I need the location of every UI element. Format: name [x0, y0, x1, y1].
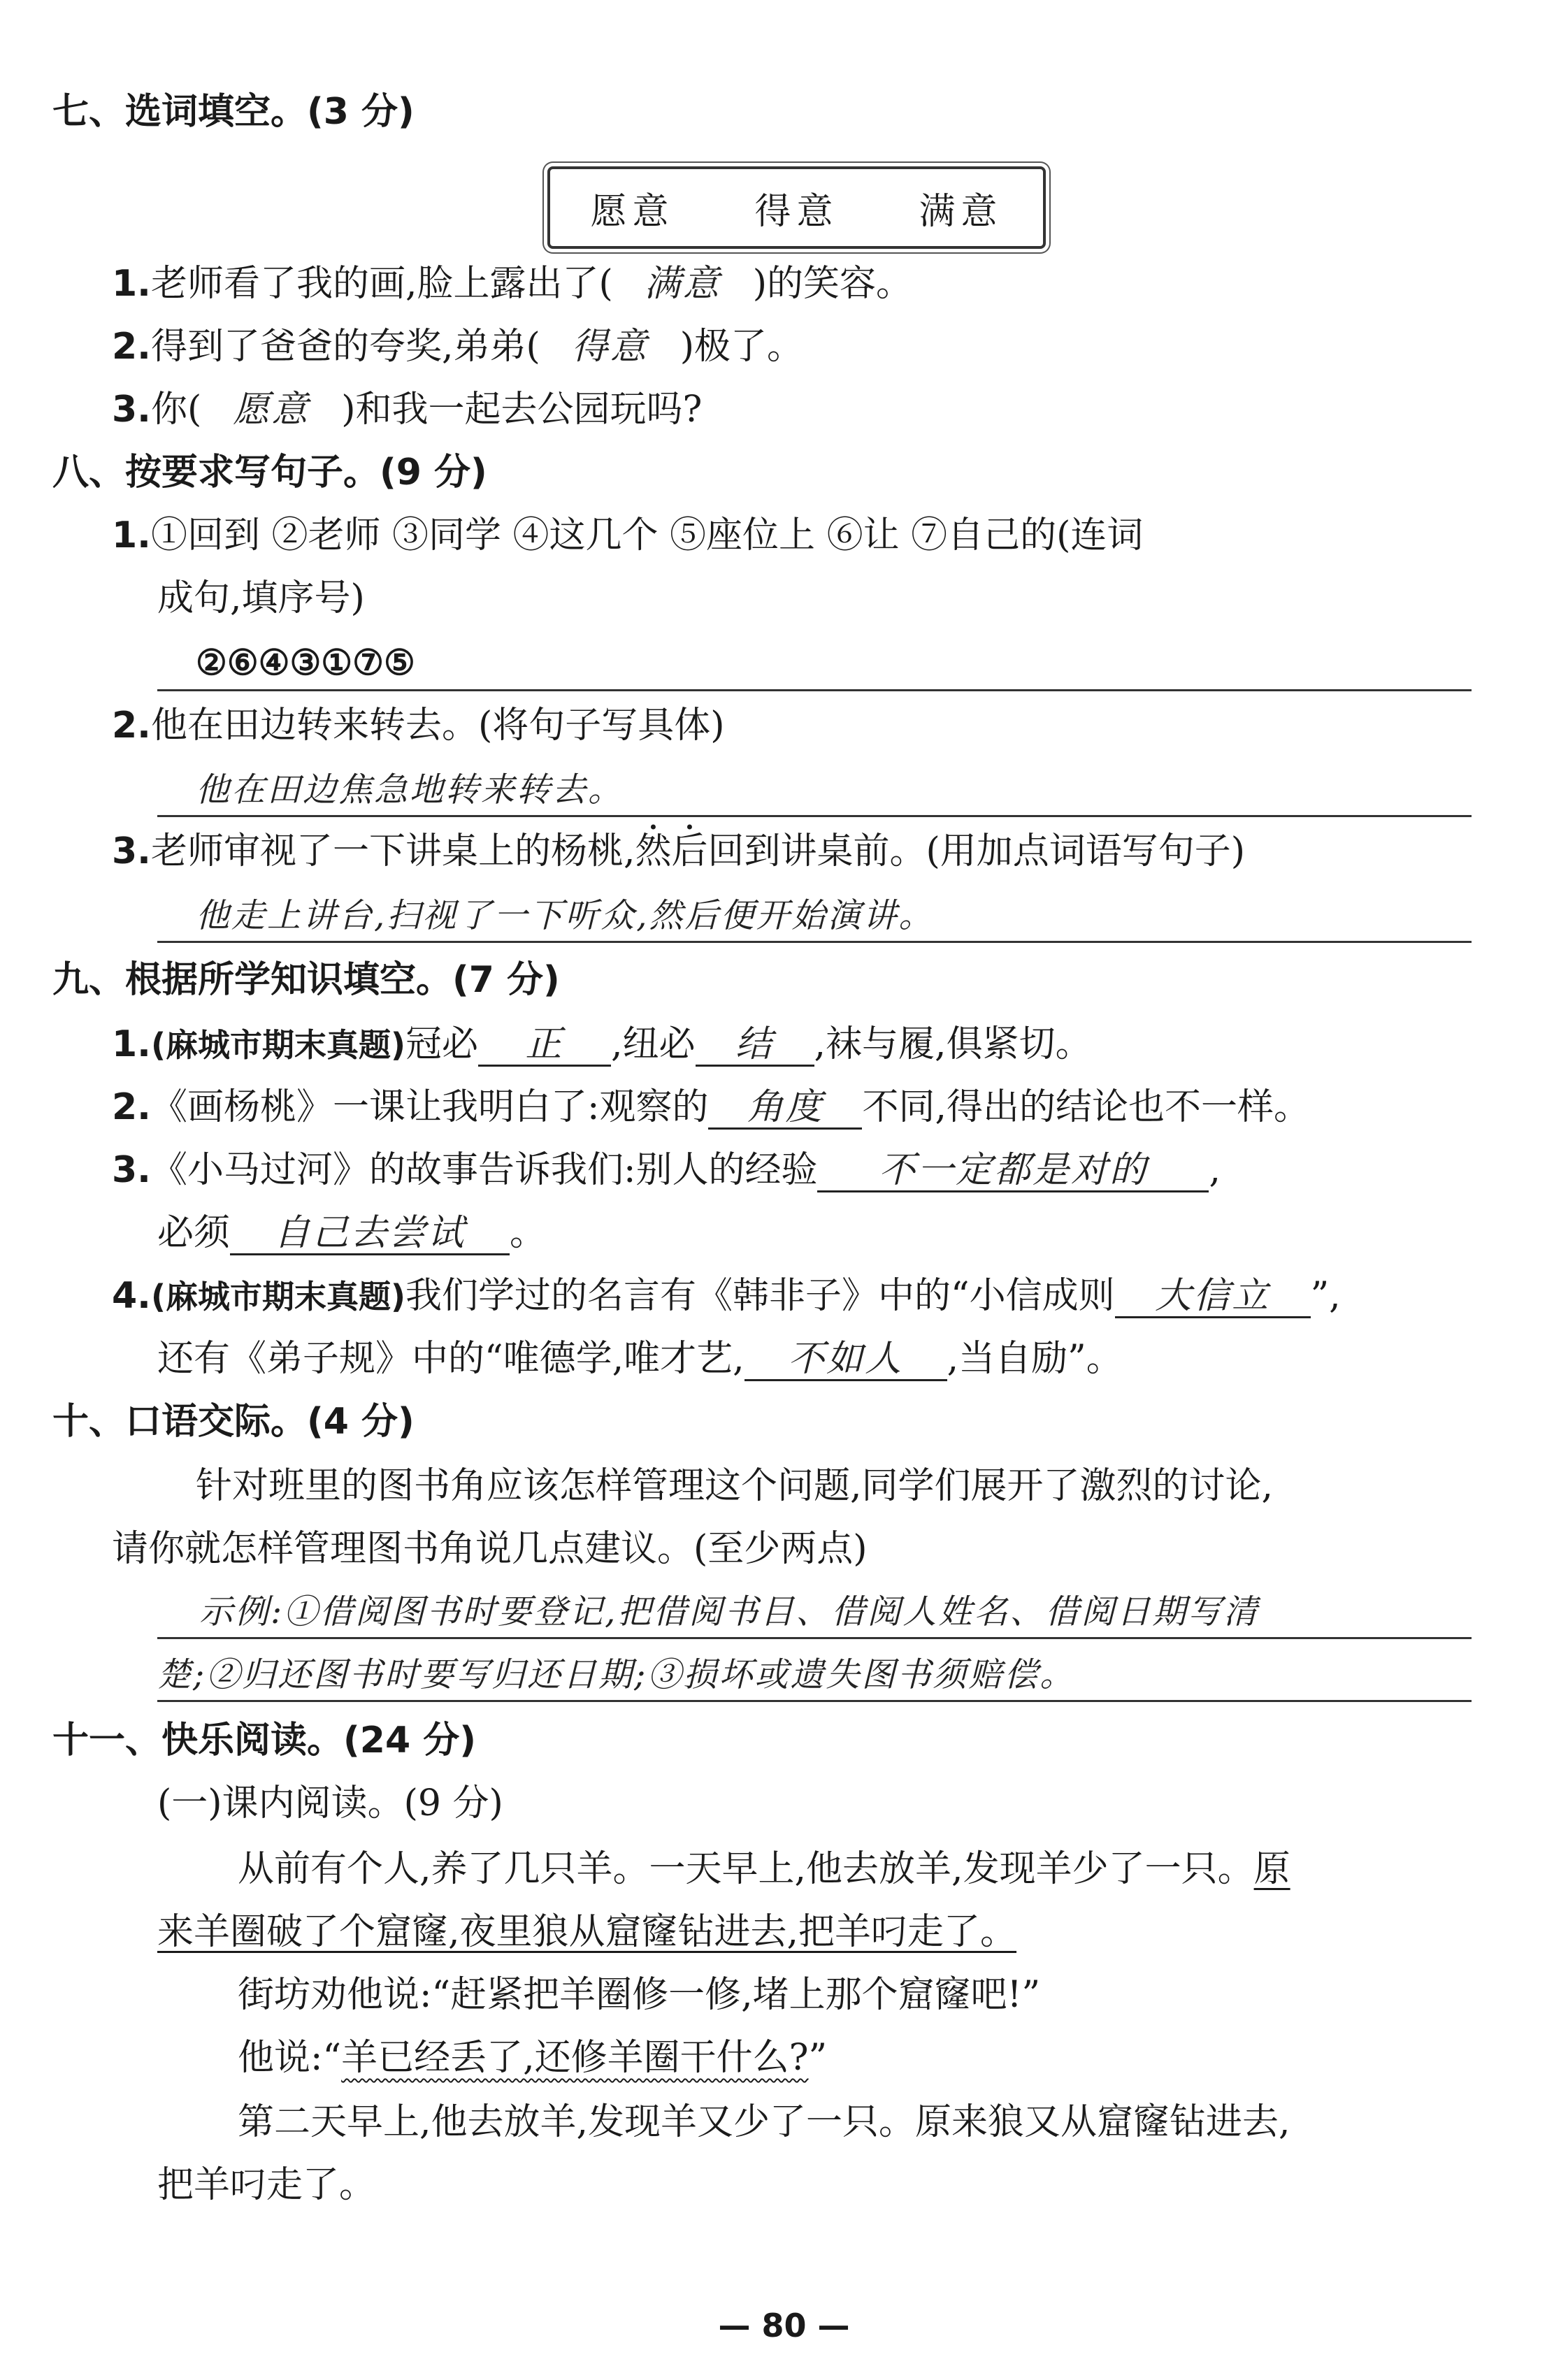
word-choice-box: [547, 166, 1046, 249]
question-9-3-cont: 必须 自己去尝试 。: [157, 1212, 547, 1254]
answer-10-line1: 示例:①借阅图书时要登记,把借阅书目、借阅人姓名、借阅日期写清: [199, 1592, 1260, 1631]
wavy-underlined-text: 羊已经丢了,还修羊圈干什么?: [341, 2037, 809, 2079]
page-number: — 80 —: [718, 2307, 850, 2344]
paragraph: 针对班里的图书角应该怎样管理这个问题,同学们展开了激烈的讨论,: [196, 1465, 1274, 1507]
word-option: 愿意: [590, 190, 675, 233]
answer-line: [157, 1637, 1472, 1639]
reading-paragraph-cont: 把羊叼走了。: [157, 2164, 376, 2206]
section-10-title: 十、口语交际。(4 分): [52, 1401, 415, 1443]
answer-8-3: 他走上讲台,扫视了一下听众,然后便开始演讲。: [196, 896, 935, 935]
question-7-3: 3.你( 愿意 )和我一起去公园玩吗?: [112, 389, 703, 431]
answer-blank: 不如人: [745, 1339, 947, 1381]
answer-line: [157, 1700, 1472, 1702]
question-8-2: 2.他在田边转来转去。(将句子写具体): [112, 705, 725, 747]
reading-paragraph-cont: [157, 1910, 1016, 1954]
question-7-1: 1.老师看了我的画,脸上露出了( 满意 )的笑容。: [112, 263, 913, 305]
section-7-title: 七、选词填空。(3 分): [52, 91, 415, 133]
question-9-3: 3.《小马过河》的故事告诉我们:别人的经验 不一定都是对的 ,: [112, 1149, 1221, 1191]
answer: 满意: [644, 263, 721, 305]
answer-blank: 正: [478, 1024, 611, 1067]
reading-paragraph: 从前有个人,养了几只羊。一天早上,他去放羊,发现羊少了一只。原: [238, 1848, 1290, 1890]
section-9-title: 九、根据所学知识填空。(7 分): [52, 959, 560, 1001]
reading-paragraph: 他说:“羊已经丢了,还修羊圈干什么?”: [238, 2037, 828, 2079]
answer-10-line2: 楚;②归还图书时要写归还日期;③损坏或遗失图书须赔偿。: [157, 1655, 1076, 1694]
question-9-4-cont: 还有《弟子规》中的“唯德学,唯才艺, 不如人 ,当自励”。: [157, 1338, 1123, 1380]
question-8-1: 1.①回到 ②老师 ③同学 ④这几个 ⑤座位上 ⑥让 ⑦自己的(连词: [112, 514, 1144, 556]
answer-8-2: 他在田边焦急地转来转去。: [196, 770, 624, 809]
reading-paragraph: 第二天早上,他去放羊,发现羊又少了一只。原来狼又从窟窿钻进去,: [238, 2101, 1290, 2143]
answer-line: [157, 689, 1472, 691]
answer: 得意: [571, 326, 649, 368]
answer-blank: 不一定都是对的: [817, 1150, 1209, 1192]
question-9-4: 4.(麻城市期末真题)我们学过的名言有《韩非子》中的“小信成则 大信立 ”,: [112, 1275, 1341, 1317]
sub-section-title: (一)课内阅读。(9 分): [157, 1782, 503, 1824]
answer-line: [157, 815, 1472, 817]
word-option: 得意: [754, 190, 839, 233]
emphasis-dot-char: 然: [635, 830, 672, 872]
underlined-text: 原: [1253, 1848, 1290, 1890]
answer-blank: 大信立: [1115, 1276, 1311, 1318]
section-11-title: 十一、快乐阅读。(24 分): [52, 1720, 476, 1761]
answer-8-1: ②⑥④③①⑦⑤: [196, 642, 415, 683]
answer: 愿意: [233, 389, 310, 431]
question-9-2: 2.《画杨桃》一课让我明白了:观察的 角度 不同,得出的结论也不一样。: [112, 1086, 1310, 1128]
underlined-text: 来羊圈破了个窟窿,夜里狼从窟窿钻进去,把羊叼走了。: [157, 1911, 1017, 1953]
paragraph: 请你就怎样管理图书角说几点建议。(至少两点): [112, 1528, 868, 1570]
answer-blank: 角度: [708, 1087, 862, 1130]
question-7-2: 2.得到了爸爸的夸奖,弟弟( 得意 )极了。: [112, 326, 804, 368]
word-option: 满意: [919, 190, 1003, 233]
answer-blank: 结: [696, 1024, 814, 1067]
emphasis-dot-char: 后: [671, 830, 708, 872]
section-8-title: 八、按要求写句子。(9 分): [52, 452, 487, 493]
question-8-1-cont: 成句,填序号): [157, 577, 365, 619]
question-9-1: 1.(麻城市期末真题)冠必 正 ,纽必 结 ,袜与履,俱紧切。: [112, 1023, 1092, 1065]
question-8-3: 3.老师审视了一下讲桌上的杨桃,然后回到讲桌前。(用加点词语写句子): [112, 830, 1246, 872]
answer-line: [157, 941, 1472, 943]
answer-blank: 自己去尝试: [230, 1213, 510, 1255]
reading-paragraph: 街坊劝他说:“赶紧把羊圈修一修,堵上那个窟窿吧!”: [238, 1974, 1041, 2016]
